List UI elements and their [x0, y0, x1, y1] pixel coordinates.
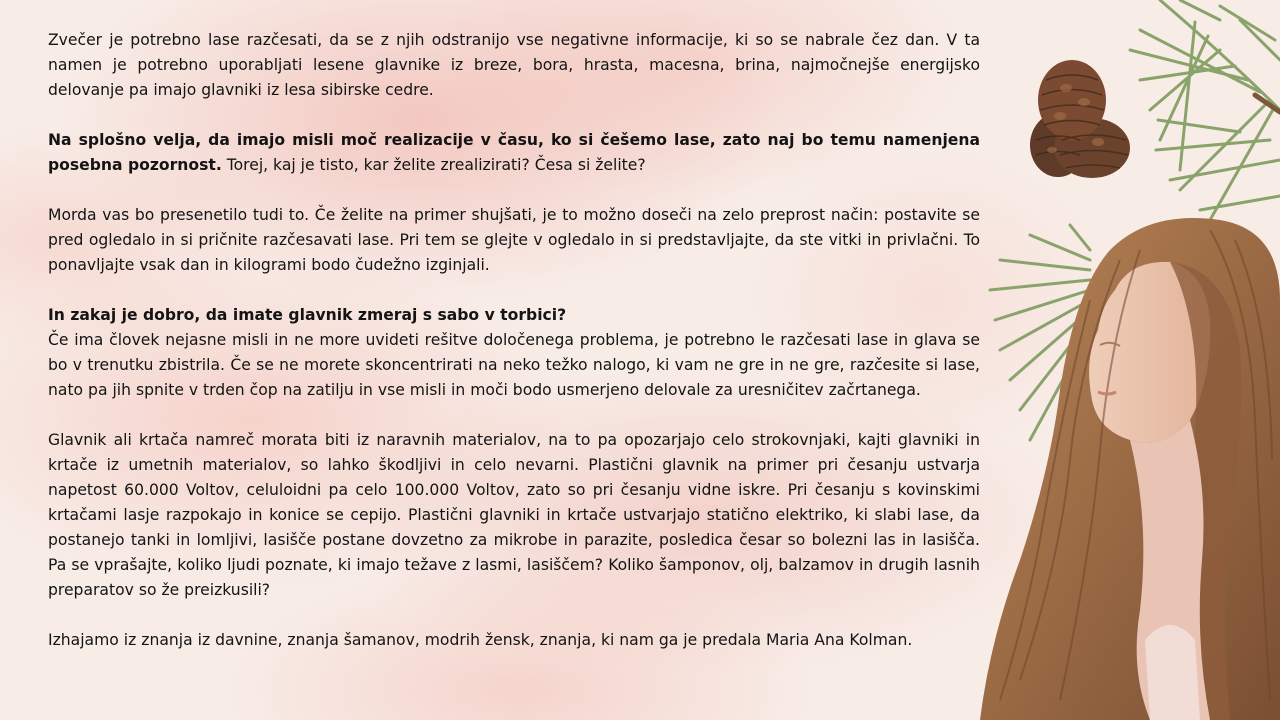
- pine-branch-top: [1130, 0, 1280, 220]
- paragraph-thoughts-realization: [48, 128, 980, 178]
- paragraph-clear-mind: Če ima človek nejasne misli in ne more uvideti rešitve določenega problema, je potrebno le razčesati lase in glava se bo v trenutku zbistrila. Če se ne morete skoncentrirati na neko težko nalogo, ki vam ne gre in ne gre, razčesite si lase, nato pa jih spnite v trden čop na zatilju in vse misli in moči bodo usmerjeno delovale za uresničitev začrtanega.: [48, 331, 980, 399]
- paragraph-natural-materials: Glavnik ali krtača namreč morata biti iz naravnih materialov, na to pa opozarjajo celo strokovnjaki, kajti glavniki in krtače iz umetnih materialov, so lahko škodljivi in celo nevarni. Plastični glavnik na primer pri česanju ustvarja napetost 60.000 Voltov, celuloidni pa celo 100.000 Voltov, zato so pri česanju vidne iskre. Pri česanju s kovinskimi krtačami lasje razpokajo in konice se cepijo. Plastični glavniki in krtače ustvarjajo statično elektriko, ki slabi lase, da postanejo tanki in lomljivi, lasišče postane dovzetno za mikrobe in parazite, posledica česar so bolezni las in lasišča. Pa se vprašajte, koliko ljudi poznate, ki imajo težave z lasmi, lasiščem? Koliko šamponov, olj, balzamov in drugih lasnih preparatov so že preizkusili?: [48, 431, 980, 599]
- decorative-illustration: [980, 0, 1280, 720]
- long-haired-woman-illustration: [980, 218, 1280, 720]
- paragraph-ancient-knowledge: Izhajamo iz znanja iz davnine, znanja šamanov, modrih žensk, znanja, ki nam ga je predala Maria Ana Kolman.: [48, 631, 913, 649]
- paragraph-evening-combing: Zvečer je potrebno lase razčesati, da se z njih odstranijo vse negativne informacije, ki so se nabrale čez dan. V ta namen je potrebno uporabljati lesene glavnike iz breze, bora, hrasta, macesna, brina, najmočnejše energijsko delovanje pa imajo glavniki iz lesa sibirske cedre.: [48, 31, 980, 99]
- section-heading-handbag: In zakaj je dobro, da imate glavnik zmeraj s sabo v torbici?: [48, 306, 567, 324]
- paragraph-weight-loss: Morda vas bo presenetilo tudi to. Če želite na primer shujšati, je to možno doseči na zelo preprost način: postavite se pred ogledalo in si pričnite razčesavati lase. Pri tem se glejte v ogledalo in si predstavljajte, da ste vitki in privlačni. To ponavljajte vsak dan in kilogrami bodo čudežno izginjali.: [48, 206, 980, 274]
- bold-statement: Na splošno velja, da imajo misli moč realizacije v času, ko si češemo lase, zato naj bo temu namenjena posebna pozornost.: [48, 131, 980, 174]
- paragraph-question: Torej, kaj je tisto, kar želite zrealizirati? Česa si želite?: [221, 156, 646, 174]
- article-text: [48, 28, 980, 653]
- pinecone-illustration: [1030, 60, 1130, 178]
